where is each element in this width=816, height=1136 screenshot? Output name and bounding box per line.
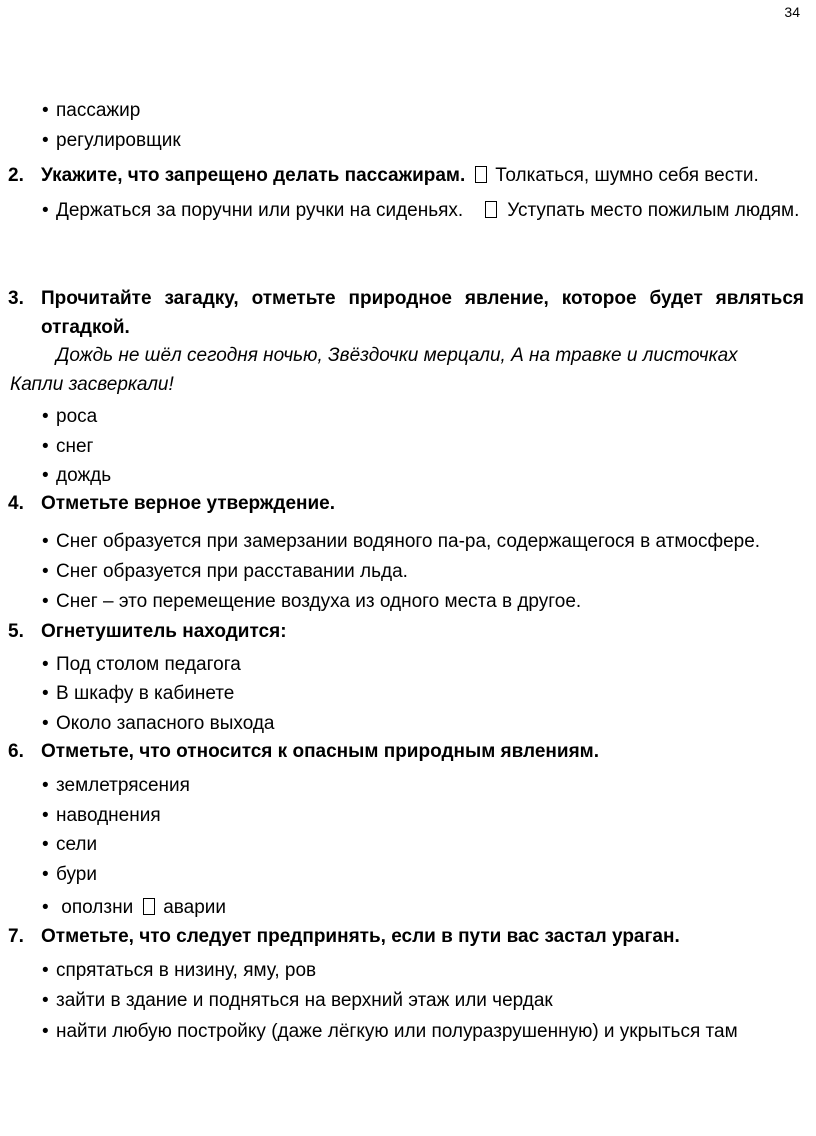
answer-option: Уступать место пожилым людям. xyxy=(507,200,800,221)
list-item: • Под столом педагога xyxy=(42,653,241,677)
list-item: • землетрясения xyxy=(42,774,190,798)
list-item: • Снег образуется при расставании льда. xyxy=(42,560,408,584)
list-item: • Снег образуется при замерзании водяного па-ра, содержащегося в атмосфере. xyxy=(42,530,760,554)
question-number: 5. xyxy=(8,621,24,642)
page-number: 34 xyxy=(784,4,800,20)
list-item: • найти любую постройку (даже лёгкую или полуразрушенную) и укрыться там xyxy=(42,1020,738,1044)
question-text: Отметьте, что следует предпринять, если в пути вас застал ураган. xyxy=(41,926,680,947)
question-number: 6. xyxy=(8,741,24,762)
question-4 xyxy=(8,492,335,516)
checkbox-icon xyxy=(143,898,155,915)
question-5 xyxy=(8,620,287,644)
answer-option: Толкаться, шумно себя вести. xyxy=(495,165,759,186)
question-text: Укажите, что запрещено делать пассажирам. xyxy=(41,165,466,186)
list-item: • роса xyxy=(42,405,97,429)
question-2 xyxy=(8,164,759,188)
question-6 xyxy=(8,740,599,764)
question-3 xyxy=(8,287,804,311)
list-item xyxy=(42,196,804,226)
answer-option: Держаться за поручни или ручки на сиденьях. xyxy=(56,200,464,221)
question-number: 2. xyxy=(8,165,24,186)
list-item: • пассажир xyxy=(42,99,140,123)
question-number: 3. xyxy=(8,288,24,309)
question-text: Прочитайте загадку, отметьте природное явление, которое будет являться xyxy=(41,288,804,309)
list-item: • Снег – это перемещение воздуха из одного места в другое. xyxy=(42,590,581,614)
list-item: • наводнения xyxy=(42,804,161,828)
riddle-line: Дождь не шёл сегодня ночью, Звёздочки мерцали, А на травке и листочках xyxy=(56,345,738,366)
list-item: • дождь xyxy=(42,464,111,488)
list-item: • Около запасного выхода xyxy=(42,712,275,736)
list-item: • зайти в здание и подняться на верхний этаж или чердак xyxy=(42,989,553,1013)
list-item xyxy=(42,896,226,920)
question-text: Огнетушитель находится: xyxy=(41,621,287,642)
checkbox-icon xyxy=(475,166,487,183)
list-item: • снег xyxy=(42,435,94,459)
question-text: Отметьте, что относится к опасным природным явлениям. xyxy=(41,741,600,762)
question-text-continued: отгадкой. xyxy=(41,317,130,338)
question-text: Отметьте верное утверждение. xyxy=(41,493,336,514)
answer-option: аварии xyxy=(163,897,227,918)
list-item: • спрятаться в низину, яму, ров xyxy=(42,959,316,983)
question-number: 4. xyxy=(8,493,24,514)
question-7 xyxy=(8,925,680,949)
checkbox-icon xyxy=(485,201,497,218)
list-item: • сели xyxy=(42,833,97,857)
question-number: 7. xyxy=(8,926,24,947)
riddle-line: Капли засверкали! xyxy=(10,374,174,395)
list-item: • бури xyxy=(42,863,97,887)
list-item: • регулировщик xyxy=(42,129,181,153)
answer-option: оползни xyxy=(61,897,134,918)
list-item: • В шкафу в кабинете xyxy=(42,682,234,706)
